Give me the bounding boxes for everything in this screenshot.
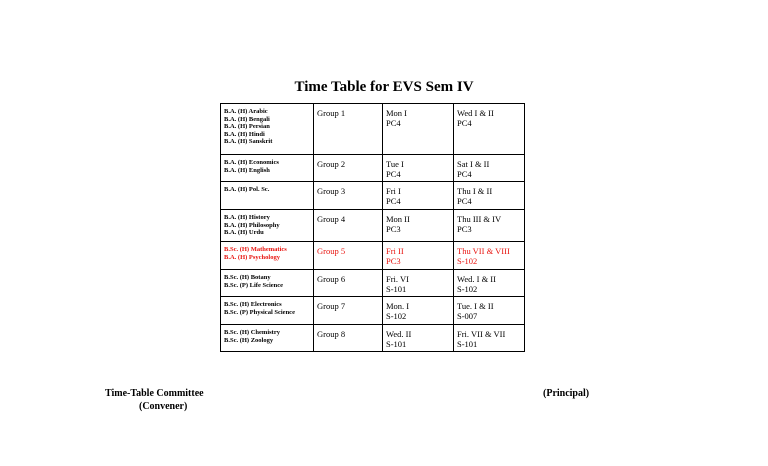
group-cell: Group 2 <box>314 155 383 182</box>
slot-room: S-007 <box>457 311 478 321</box>
course-name: B.A. (H) Philosophy <box>224 221 280 229</box>
slot-room: S-101 <box>457 339 478 349</box>
courses-cell <box>221 104 314 155</box>
course-name: B.Sc. (H) Botany <box>224 274 271 281</box>
course-name: B.Sc. (H) Mathematics <box>224 246 287 253</box>
slot2-cell <box>454 182 525 210</box>
slot1-cell <box>383 155 454 182</box>
slot-room: PC4 <box>386 118 401 128</box>
course-name: B.A. (H) Persian <box>224 123 270 131</box>
slot-day: Mon II <box>386 214 410 224</box>
slot-day: Thu VII & VIII <box>457 246 510 256</box>
slot-room: PC4 <box>457 196 472 206</box>
committee-label: Time-Table Committee <box>105 388 204 399</box>
slot-room: S-102 <box>457 256 478 266</box>
course-name: B.A. (H) Bengali <box>224 115 270 123</box>
slot1-cell <box>383 210 454 242</box>
slot-room: PC3 <box>457 224 472 234</box>
page-title: Time Table for EVS Sem IV <box>294 79 474 95</box>
table-row <box>221 270 525 297</box>
slot-room: PC3 <box>386 224 401 234</box>
slot-day: Wed. I & II <box>457 274 496 284</box>
courses-cell <box>221 155 314 182</box>
slot-day: Fri. VI <box>386 274 409 284</box>
slot-room: S-101 <box>386 284 407 294</box>
course-name: B.Sc. (P) Life Science <box>224 281 284 289</box>
course-name: B.Sc. (H) Electronics <box>224 301 282 308</box>
timetable <box>220 103 525 352</box>
convener-label: (Convener) <box>139 401 188 412</box>
slot-room: S-101 <box>386 339 407 349</box>
course-name: B.A. (H) Economics <box>224 159 279 166</box>
slot-day: Fri. VII & VII <box>457 329 506 339</box>
course-name: B.A. (H) English <box>224 166 270 174</box>
slot-day: Mon. I <box>386 301 410 311</box>
course-name: B.A. (H) History <box>224 214 270 221</box>
group-cell: Group 7 <box>314 297 383 325</box>
group-cell: Group 4 <box>314 210 383 242</box>
course-name: B.A. (H) Hindi <box>224 130 265 138</box>
principal-label: (Principal) <box>543 388 590 399</box>
table-row <box>221 182 525 210</box>
slot2-cell <box>454 242 525 270</box>
group-cell: Group 6 <box>314 270 383 297</box>
slot2-cell <box>454 104 525 155</box>
courses-cell <box>221 182 314 210</box>
slot2-cell <box>454 155 525 182</box>
course-name: B.A. (H) Arabic <box>224 108 268 115</box>
courses-cell <box>221 325 314 352</box>
courses-cell <box>221 297 314 325</box>
slot1-cell <box>383 242 454 270</box>
group-cell: Group 8 <box>314 325 383 352</box>
slot-day: Wed I & II <box>457 108 494 118</box>
slot2-cell <box>454 325 525 352</box>
slot2-cell <box>454 297 525 325</box>
course-name: B.Sc. (P) Physical Science <box>224 308 295 316</box>
course-name: B.Sc. (H) Zoology <box>224 336 274 344</box>
table-row <box>221 325 525 352</box>
slot-day: Tue I <box>386 159 404 169</box>
slot1-cell <box>383 182 454 210</box>
slot-day: Mon I <box>386 108 408 118</box>
slot-room: PC4 <box>386 169 401 179</box>
slot-day: Thu III & IV <box>457 214 502 224</box>
slot1-cell <box>383 297 454 325</box>
course-name: B.A. (H) Urdu <box>224 229 264 237</box>
slot-room: S-102 <box>386 311 407 321</box>
slot-room: PC4 <box>457 118 472 128</box>
slot-room: PC4 <box>386 196 401 206</box>
slot-day: Thu I & II <box>457 186 493 196</box>
slot-room: PC3 <box>386 256 401 266</box>
slot-room: S-102 <box>457 284 478 294</box>
group-cell: Group 5 <box>314 242 383 270</box>
table-row <box>221 297 525 325</box>
group-cell: Group 1 <box>314 104 383 155</box>
slot2-cell <box>454 210 525 242</box>
course-name: B.A. (H) Sanskrit <box>224 138 273 146</box>
slot-day: Sat I & II <box>457 159 490 169</box>
slot-day: Tue. I & II <box>457 301 494 311</box>
slot1-cell <box>383 270 454 297</box>
table-row <box>221 155 525 182</box>
course-name: B.Sc. (H) Chemistry <box>224 329 280 336</box>
slot-day: Fri I <box>386 186 401 196</box>
courses-cell <box>221 210 314 242</box>
slot1-cell <box>383 104 454 155</box>
courses-cell <box>221 270 314 297</box>
slot1-cell <box>383 325 454 352</box>
table-row-highlighted <box>221 242 525 270</box>
group-cell: Group 3 <box>314 182 383 210</box>
slot-room: PC4 <box>457 169 472 179</box>
slot2-cell <box>454 270 525 297</box>
table-row <box>221 104 525 155</box>
table-row <box>221 210 525 242</box>
course-name: B.A. (H) Psychology <box>224 253 280 261</box>
courses-cell <box>221 242 314 270</box>
course-name: B.A. (H) Pol. Sc. <box>224 186 270 193</box>
slot-day: Wed. II <box>386 329 412 339</box>
slot-day: Fri II <box>386 246 404 256</box>
